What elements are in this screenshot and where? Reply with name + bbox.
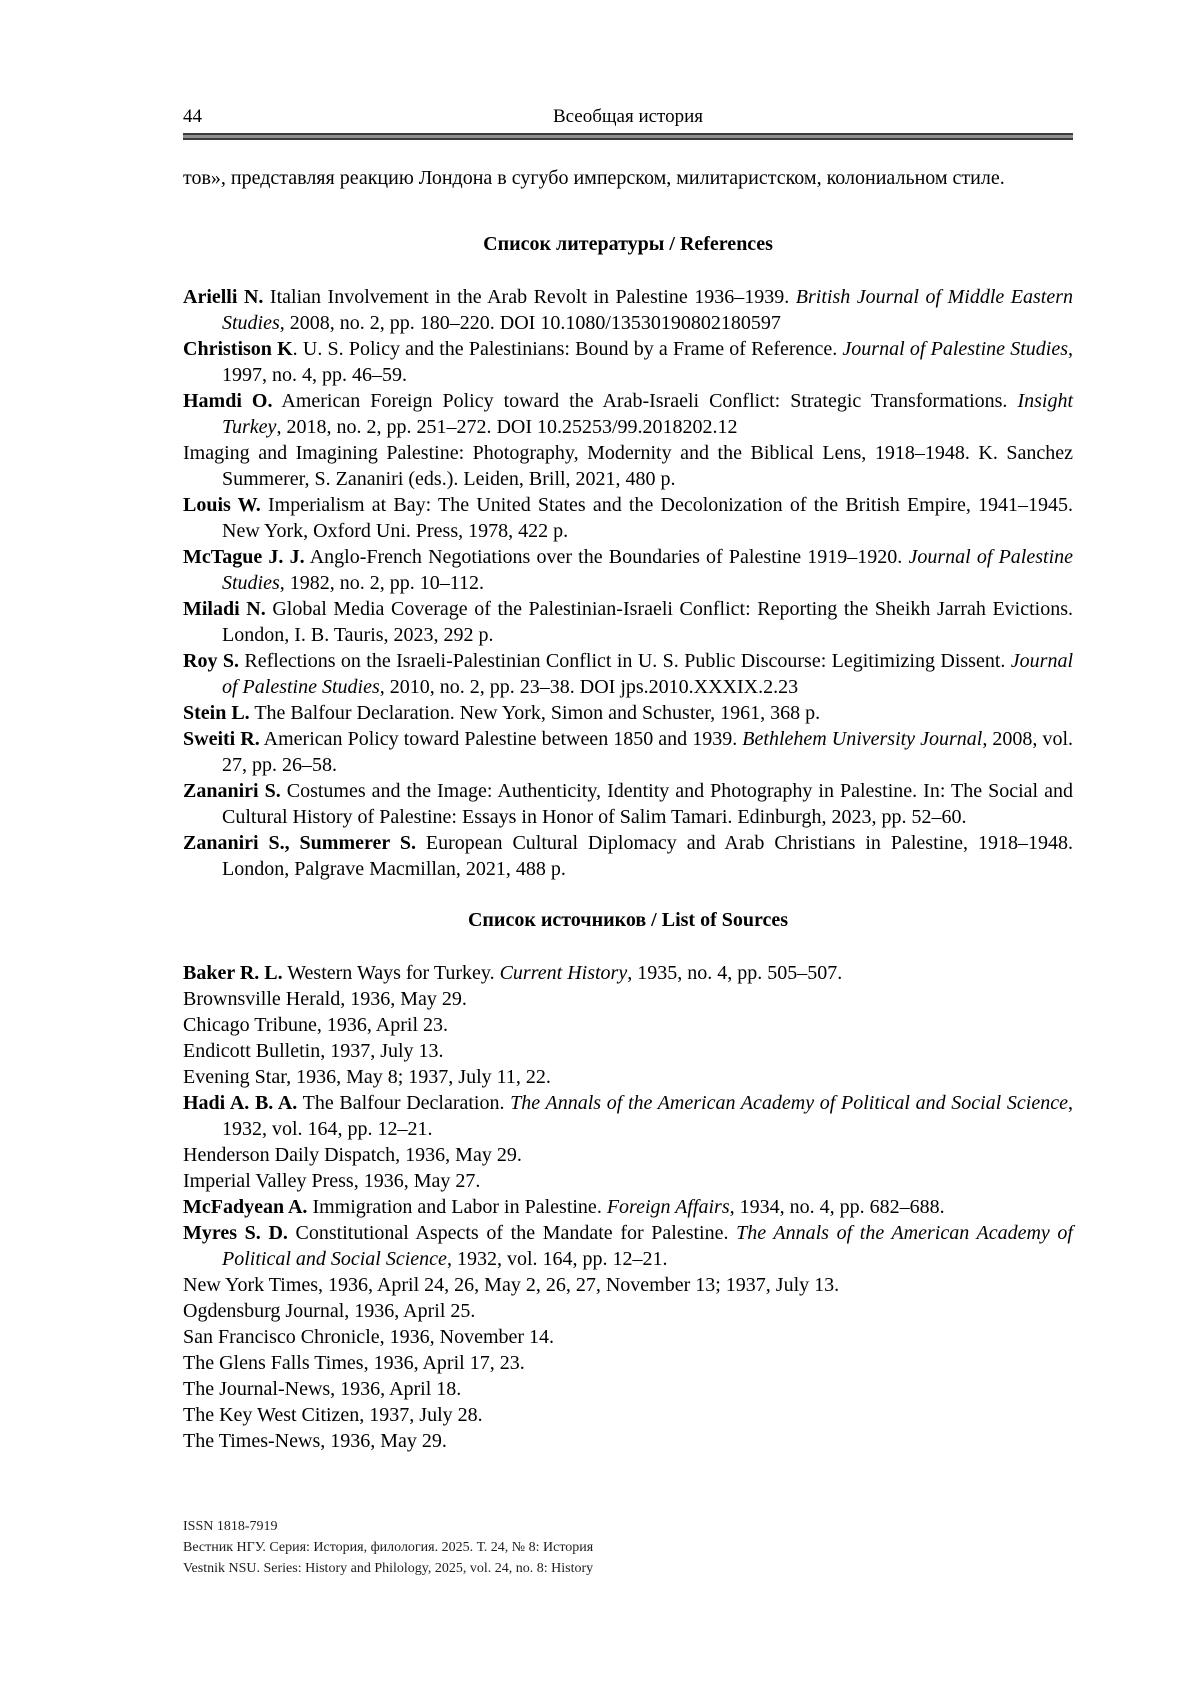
text-segment: The Annals of the American Academy of Political and Social Science [510, 1092, 1068, 1114]
text-segment: Christison K [183, 338, 293, 360]
page-number: 44 [183, 106, 202, 127]
text-segment: Insight Turkey [222, 390, 1073, 438]
text-segment: The Balfour Declaration. [297, 1092, 511, 1114]
text-segment: European Cultural Diplomacy and Arab Christians in Palestine, 1918–1948. London, Palgrave Macmillan, 2021, 488 p. [222, 832, 1073, 880]
text-segment: American Policy toward Palestine between 1850 and 1939. [259, 728, 743, 750]
source-entry [183, 1376, 1073, 1402]
source-entry [183, 986, 1073, 1012]
text-segment: Global Media Coverage of the Palestinian-Israeli Conflict: Reporting the Sheikh Jarrah Evictions. London, I. B. Tauris, 2023, 292 p. [222, 598, 1073, 646]
source-entry [183, 960, 1073, 986]
source-entry [183, 1090, 1073, 1142]
text-segment: Baker R. L. [183, 962, 283, 984]
reference-entry [183, 492, 1073, 544]
text-segment: Imaging and Imagining Palestine: Photography, Modernity and the Biblical Lens, 1918–1948. K. Sanchez Summerer, S. Zananiri (eds.). Leiden, Brill, 2021, 480 p. [183, 442, 1073, 490]
text-segment: Constitutional Aspects of the Mandate for Palestine. [287, 1222, 737, 1244]
reference-entry [183, 830, 1073, 882]
text-segment: , 1982, no. 2, pp. 10–112. [279, 572, 485, 594]
text-segment: Western Ways for Turkey. [282, 962, 500, 984]
text-segment: Immigration and Labor in Palestine. [307, 1196, 607, 1218]
page-footer [183, 1516, 1073, 1579]
source-entry [183, 1272, 1073, 1298]
text-segment: The Key West Citizen, 1937, July 28. [183, 1404, 483, 1426]
reference-entry [183, 284, 1073, 336]
text-segment: New York Times, 1936, April 24, 26, May 2, 26, 27, November 13; 1937, July 13. [183, 1274, 840, 1296]
reference-entry [183, 596, 1073, 648]
text-segment: Journal of Palestine Studies [222, 546, 1074, 594]
text-segment: , 1934, no. 4, pp. 682–688. [729, 1196, 945, 1218]
text-segment: Ogdensburg Journal, 1936, April 25. [183, 1300, 476, 1322]
text-segment: Anglo-French Negotiations over the Boundaries of Palestine 1919–1920. [304, 546, 909, 568]
source-entry [183, 1298, 1073, 1324]
reference-entry [183, 544, 1073, 596]
text-segment: The Balfour Declaration. New York, Simon and Schuster, 1961, 368 p. [249, 702, 821, 724]
text-segment: The Times-News, 1936, May 29. [183, 1430, 447, 1452]
text-segment: , 1932, vol. 164, pp. 12–21. [446, 1248, 668, 1270]
text-segment: Myres S. D. [183, 1222, 288, 1244]
sources-list [183, 960, 1073, 1454]
text-segment: Hadi A. B. A. [183, 1092, 298, 1114]
source-entry [183, 1402, 1073, 1428]
text-segment: The Glens Falls Times, 1936, April 17, 23. [183, 1352, 525, 1374]
body-paragraph: тов», представляя реакцию Лондона в сугубо имперском, милитаристском, колониальном стиле. [183, 167, 1005, 189]
text-segment: The Journal-News, 1936, April 18. [183, 1378, 462, 1400]
source-entry [183, 1142, 1073, 1168]
text-segment: Journal of Palestine Studies [222, 650, 1073, 698]
text-segment: Foreign Affairs [606, 1196, 730, 1218]
text-segment: , 2008, no. 2, pp. 180–220. DOI 10.1080/13530190802180597 [279, 312, 781, 334]
page-header [183, 106, 1073, 128]
source-entry [183, 1168, 1073, 1194]
source-entry [183, 1324, 1073, 1350]
text-segment: Costumes and the Image: Authenticity, Identity and Photography in Palestine. In: The Social and Cultural History of Palestine: Essays in Honor of Salim Tamari. Edinburgh, 2023, pp. 52–60. [222, 780, 1073, 828]
text-segment: McFadyean A. [183, 1196, 308, 1218]
source-entry [183, 1038, 1073, 1064]
text-segment: British Journal of Middle Eastern Studies [222, 286, 1073, 334]
text-segment: The Annals of the American Academy of Political and Social Science [222, 1222, 1073, 1270]
text-segment: Roy S. [183, 650, 239, 672]
text-segment: , 2018, no. 2, pp. 251–272. DOI 10.25253/99.2018202.12 [276, 416, 738, 438]
text-segment: Imperialism at Bay: The United States and the Decolonization of the British Empire, 1941–1945. New York, Oxford Uni. Press, 1978, 422 p. [222, 494, 1073, 542]
text-segment: , 1997, no. 4, pp. 46–59. [222, 338, 1073, 386]
sources-heading: Список источников / List of Sources [467, 909, 789, 931]
text-segment: Brownsville Herald, 1936, May 29. [183, 988, 467, 1010]
source-entry [183, 1428, 1073, 1454]
text-segment: Sweiti R. [183, 728, 260, 750]
running-title: Всеобщая история [552, 106, 704, 127]
source-entry [183, 1350, 1073, 1376]
text-segment: Henderson Daily Dispatch, 1936, May 29. [183, 1144, 522, 1166]
reference-entry [183, 336, 1073, 388]
text-segment: Current History [499, 962, 628, 984]
reference-entry [183, 648, 1073, 700]
footer-issn: ISSN 1818-7919 [183, 1519, 278, 1534]
text-segment: American Foreign Policy toward the Arab-Israeli Conflict: Strategic Transformations. [272, 390, 1018, 412]
source-entry [183, 1194, 1073, 1220]
reference-entry [183, 778, 1073, 830]
text-segment: Evening Star, 1936, May 8; 1937, July 11, 22. [183, 1066, 551, 1088]
text-segment: . U. S. Policy and the Palestinians: Bound by a Frame of Reference. [292, 338, 843, 360]
text-segment: Hamdi O. [183, 390, 273, 412]
text-segment: Stein L. [183, 702, 250, 724]
references-list [183, 284, 1073, 882]
text-segment: Zananiri S., Summerer S. [183, 832, 416, 854]
text-segment: , 2008, vol. 27, pp. 26–58. [222, 728, 1074, 776]
text-segment: Miladi N. [183, 598, 266, 620]
source-entry [183, 1012, 1073, 1038]
text-segment: Arielli N. [183, 286, 264, 308]
text-segment: , 1935, no. 4, pp. 505–507. [627, 962, 843, 984]
text-segment: Louis W. [183, 494, 261, 516]
text-segment: San Francisco Chronicle, 1936, November 14. [183, 1326, 555, 1348]
footer-line-ru: Вестник НГУ. Серия: История, филология. 2025. Т. 24, № 8: История [183, 1540, 594, 1555]
header-rule [183, 133, 1073, 140]
text-segment: Journal of Palestine Studies [842, 338, 1068, 360]
text-segment: Zananiri S. [183, 780, 281, 802]
reference-entry [183, 700, 1073, 726]
source-entry [183, 1220, 1073, 1272]
text-segment: Italian Involvement in the Arab Revolt in Palestine 1936–1939. [263, 286, 796, 308]
footer-line-en: Vestnik NSU. Series: History and Philology, 2025, vol. 24, no. 8: History [183, 1561, 594, 1576]
text-segment: , 1932, vol. 164, pp. 12–21. [222, 1092, 1073, 1140]
text-segment: Endicott Bulletin, 1937, July 13. [183, 1040, 444, 1062]
source-entry [183, 1064, 1073, 1090]
text-segment: , 2010, no. 2, pp. 23–38. DOI jps.2010.XXXIX.2.23 [379, 676, 799, 698]
text-segment: McTague J. J. [183, 546, 305, 568]
reference-entry [183, 440, 1073, 492]
references-heading: Список литературы / References [483, 233, 773, 255]
text-segment: Imperial Valley Press, 1936, May 27. [183, 1170, 481, 1192]
text-segment: Bethlehem University Journal [742, 728, 983, 750]
reference-entry [183, 388, 1073, 440]
text-segment: Chicago Tribune, 1936, April 23. [183, 1014, 449, 1036]
text-segment: Reflections on the Israeli-Palestinian Conflict in U. S. Public Discourse: Legitimizing Dissent. [238, 650, 1011, 672]
reference-entry [183, 726, 1073, 778]
